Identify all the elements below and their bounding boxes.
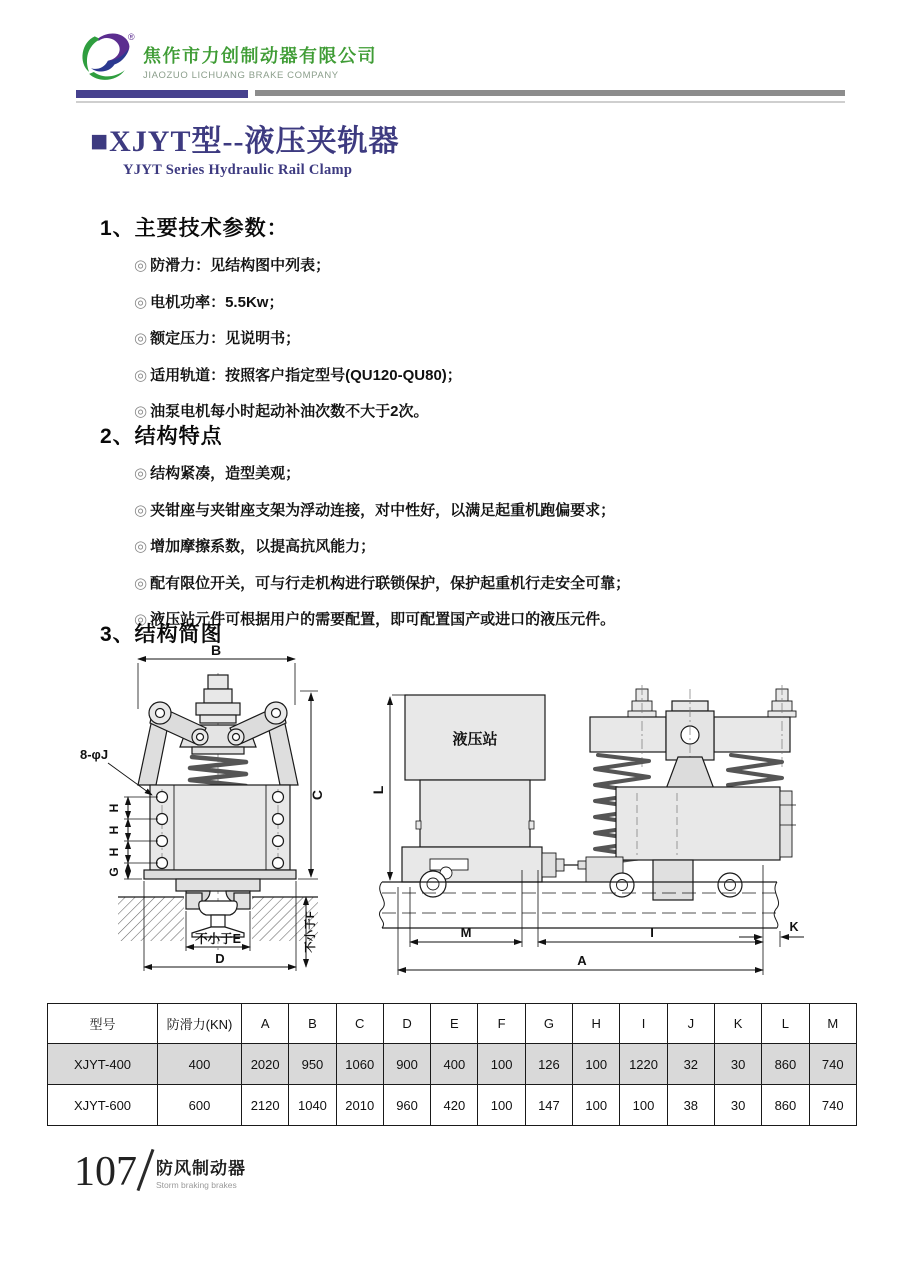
table-cell: 900 xyxy=(383,1044,430,1085)
logo-swirl-green-left xyxy=(82,36,100,72)
section-heading: 2、结构特点 xyxy=(100,425,223,448)
bullet-text: 配有限位开关，可与行走机构进行联锁保护，保护起重机行走安全可靠； xyxy=(150,574,631,592)
table-col-header: M xyxy=(809,1004,856,1044)
title-block xyxy=(90,116,399,179)
company-name-en: JIAOZUO LICHUANG BRAKE COMPANY xyxy=(143,70,339,81)
table-row xyxy=(48,1085,857,1126)
bullet-text: 油泵电机每小时起动补油次数不大于2次。 xyxy=(150,403,429,420)
structure-diagram xyxy=(80,645,820,1000)
dim-label-g: G xyxy=(107,867,121,877)
header-rule-underline xyxy=(76,101,845,103)
bullet-item xyxy=(134,464,630,484)
table-cell: 400 xyxy=(431,1044,478,1085)
table-cell: 38 xyxy=(667,1085,714,1126)
bullet-item xyxy=(134,329,462,349)
table-cell: 32 xyxy=(667,1044,714,1085)
station-label: 液压站 xyxy=(452,731,498,748)
dim-label-f: 不小于F xyxy=(305,911,317,953)
table-cell: 30 xyxy=(714,1085,761,1126)
table-cell: 100 xyxy=(620,1085,667,1126)
company-logo xyxy=(76,28,136,84)
bullet-item xyxy=(134,537,630,557)
table-cell: 100 xyxy=(478,1044,525,1085)
dim-label-k: K xyxy=(789,920,799,934)
dim-label-l: L xyxy=(370,785,386,795)
table-col-header: C xyxy=(336,1004,383,1044)
dim-label-a: A xyxy=(577,953,587,968)
page-number: 107 xyxy=(74,1149,137,1195)
table-cell: 2020 xyxy=(242,1044,289,1085)
feature-list xyxy=(134,464,630,630)
bullet-text: 夹钳座与夹钳座支架为浮动连接，对中性好，以满足起重机跑偏要求； xyxy=(150,501,616,519)
dim-label-i: I xyxy=(650,925,654,940)
header-rule-gray xyxy=(255,90,845,96)
table-col-header: B xyxy=(289,1004,336,1044)
bullet-icon: ◎ xyxy=(134,501,148,519)
company-name-block xyxy=(143,42,377,81)
section-heading: 3、结构简图 xyxy=(100,623,223,646)
dim-label-e: 不小于E xyxy=(195,932,241,946)
bullet-icon: ◎ xyxy=(134,465,148,482)
bullet-text: 液压站元件可根据用户的需要配置，即可配置国产或进口的液压元件。 xyxy=(150,611,616,628)
table-col-header: L xyxy=(762,1004,809,1044)
table-col-header: 防滑力(KN) xyxy=(158,1004,242,1044)
table-cell: 400 xyxy=(158,1044,242,1085)
bullet-text: 结构紧凑，造型美观； xyxy=(150,465,301,482)
registered-trademark: ® xyxy=(128,32,135,42)
dim-label-h2: H xyxy=(107,825,121,835)
dim-label-b: B xyxy=(210,645,222,658)
page-footer xyxy=(74,1148,246,1195)
bullet-item xyxy=(134,256,462,276)
table-cell: 147 xyxy=(525,1085,572,1126)
front-view xyxy=(118,673,318,950)
table-body xyxy=(48,1044,857,1126)
bullet-icon: ◎ xyxy=(134,293,148,311)
dim-label-c: C xyxy=(309,789,325,801)
bullet-item xyxy=(134,293,462,313)
page-subtitle: YJYT Series Hydraulic Rail Clamp xyxy=(123,162,353,178)
bullet-text: 额定压力：见说明书； xyxy=(150,330,301,347)
section-parameters xyxy=(100,212,462,439)
table-cell: 100 xyxy=(573,1044,620,1085)
table-col-header: F xyxy=(478,1004,525,1044)
bullet-text: 适用轨道：按照客户指定型号(QU120-QU80)； xyxy=(150,366,462,384)
dim-label-h1: H xyxy=(107,803,121,813)
table-cell: 1060 xyxy=(336,1044,383,1085)
side-view xyxy=(379,685,796,928)
table-col-header: E xyxy=(431,1004,478,1044)
bullet-text: 电机功率：5.5Kw； xyxy=(150,293,284,311)
bullet-text: 增加摩擦系数，以提高抗风能力； xyxy=(150,538,376,555)
bullet-text: 防滑力：见结构图中列表； xyxy=(150,257,331,274)
table-col-header: G xyxy=(525,1004,572,1044)
bullet-icon: ◎ xyxy=(134,330,148,347)
table-cell: 950 xyxy=(289,1044,336,1085)
parameter-list xyxy=(134,256,462,422)
table-cell: 126 xyxy=(525,1044,572,1085)
company-name-cn: 焦作市力创制动器有限公司 xyxy=(143,46,377,66)
table-cell: 1220 xyxy=(620,1044,667,1085)
table-col-header: I xyxy=(620,1004,667,1044)
section-diagram xyxy=(100,618,223,648)
footer-category-cn: 防风制动器 xyxy=(156,1159,246,1178)
table-row xyxy=(48,1044,857,1085)
bullet-icon: ◎ xyxy=(134,574,148,592)
spec-table xyxy=(47,1003,857,1126)
bullet-item xyxy=(134,366,462,386)
table-cell: 740 xyxy=(809,1044,856,1085)
table-cell: 960 xyxy=(383,1085,430,1126)
logo-swirl-green-bottom xyxy=(89,70,125,80)
table-cell: 860 xyxy=(762,1085,809,1126)
table-col-header: A xyxy=(242,1004,289,1044)
logo-swirl-purple xyxy=(99,33,130,61)
table-header-row xyxy=(48,1004,857,1044)
bullet-icon: ◎ xyxy=(134,538,148,555)
bullet-item xyxy=(134,574,630,594)
dim-label-d: D xyxy=(215,951,225,966)
table-cell: 600 xyxy=(158,1085,242,1126)
table-cell: 860 xyxy=(762,1044,809,1085)
table-cell: 740 xyxy=(809,1085,856,1126)
table-col-header: K xyxy=(714,1004,761,1044)
table-cell: 30 xyxy=(714,1044,761,1085)
table-cell: 100 xyxy=(478,1085,525,1126)
bullet-icon: ◎ xyxy=(134,403,148,420)
table-cell: 2010 xyxy=(336,1085,383,1126)
bullet-icon: ◎ xyxy=(134,611,148,628)
dim-label-m: M xyxy=(460,925,472,940)
footer-category xyxy=(156,1154,246,1192)
footer-category-en: Storm braking brakes xyxy=(156,1180,237,1190)
table-col-header: J xyxy=(667,1004,714,1044)
table-col-header: D xyxy=(383,1004,430,1044)
dim-label-holes: 8-φJ xyxy=(80,747,109,762)
table-col-header: 型号 xyxy=(48,1004,158,1044)
table-cell: XJYT-600 xyxy=(48,1085,158,1126)
bullet-item xyxy=(134,402,462,422)
page-title: ■XJYT型--液压夹轨器 xyxy=(90,125,400,158)
table-col-header: H xyxy=(573,1004,620,1044)
bullet-icon: ◎ xyxy=(134,366,148,384)
table-cell: 2120 xyxy=(242,1085,289,1126)
table-cell: 420 xyxy=(431,1085,478,1126)
section-heading: 1、主要技术参数： xyxy=(100,217,289,240)
table-cell: XJYT-400 xyxy=(48,1044,158,1085)
table-cell: 1040 xyxy=(289,1085,336,1126)
bullet-item xyxy=(134,501,630,521)
header-rule-purple xyxy=(76,90,248,98)
bullet-icon: ◎ xyxy=(134,257,148,274)
footer-slash xyxy=(137,1149,155,1191)
table-cell: 100 xyxy=(573,1085,620,1126)
dim-label-h3: H xyxy=(107,847,121,857)
section-features xyxy=(100,420,630,647)
